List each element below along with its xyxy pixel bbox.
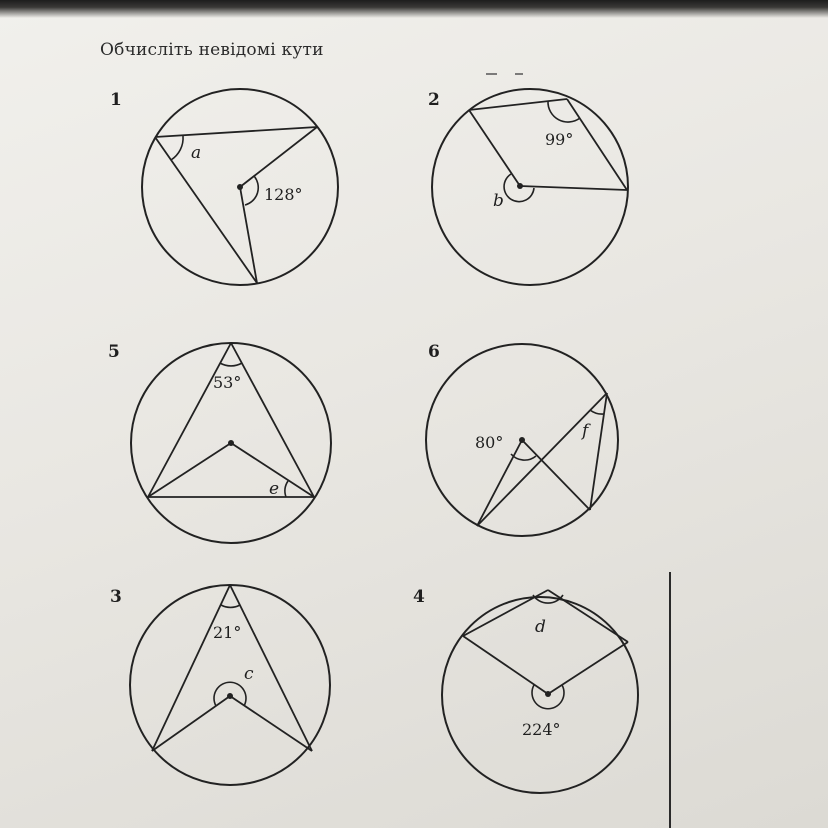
angle-arc-a	[171, 136, 183, 160]
center-dot-2	[517, 183, 523, 189]
angle-arc-53	[220, 363, 242, 366]
problem-4	[413, 587, 638, 793]
unknown-d: d	[535, 617, 546, 637]
angle-arc-128	[245, 176, 258, 205]
radius-4b	[548, 642, 628, 694]
chord-6a	[477, 393, 607, 526]
chord-3b	[230, 585, 312, 751]
chord-5a	[148, 343, 231, 497]
radius-4a	[463, 636, 548, 694]
radius-3b	[230, 696, 312, 751]
given-angle-3: 21°	[213, 623, 242, 642]
chord-5b	[231, 343, 314, 497]
problem-2	[428, 89, 628, 285]
problem-number-1: 1	[110, 90, 122, 110]
problem-number-3: 3	[110, 587, 122, 607]
radius-5a	[148, 443, 231, 497]
radius-6a	[477, 440, 522, 526]
radius-3a	[152, 696, 230, 751]
center-dot-1	[237, 184, 243, 190]
radius-6b	[522, 440, 590, 510]
unknown-c: c	[244, 664, 254, 684]
problem-5	[108, 342, 331, 543]
unknown-e: e	[269, 479, 280, 499]
circle-3	[130, 585, 330, 785]
center-dot-4	[545, 691, 551, 697]
problem-number-5: 5	[108, 342, 120, 362]
given-angle-6: 80°	[475, 433, 504, 452]
problem-number-6: 6	[428, 342, 440, 362]
problem-number-2: 2	[428, 90, 440, 110]
chord-6b	[590, 393, 607, 510]
chord-1b	[155, 137, 257, 283]
angle-arc-21	[221, 605, 240, 607]
given-angle-2: 99°	[545, 130, 574, 149]
problem-6	[426, 342, 618, 536]
given-angle-4: 224°	[522, 720, 561, 739]
angle-arc-f	[590, 410, 604, 414]
unknown-b: b	[493, 191, 504, 211]
unknown-f: f	[582, 421, 589, 441]
radius-2a	[469, 110, 520, 186]
chord-1a	[155, 127, 317, 137]
page-title: Обчисліть невідомі кути	[100, 40, 324, 60]
center-dot-6	[519, 437, 525, 443]
angle-arc-e	[285, 481, 288, 497]
problem-number-4: 4	[413, 587, 425, 607]
problem-3	[110, 585, 330, 785]
center-dot-5	[228, 440, 234, 446]
radius-1b	[240, 187, 257, 283]
given-angle-1: 128°	[264, 185, 303, 204]
given-angle-5: 53°	[213, 373, 242, 392]
radius-2b	[520, 186, 627, 190]
unknown-a: a	[191, 143, 202, 163]
center-dot-3	[227, 693, 233, 699]
radius-1a	[240, 127, 317, 187]
problem-1	[110, 89, 338, 285]
